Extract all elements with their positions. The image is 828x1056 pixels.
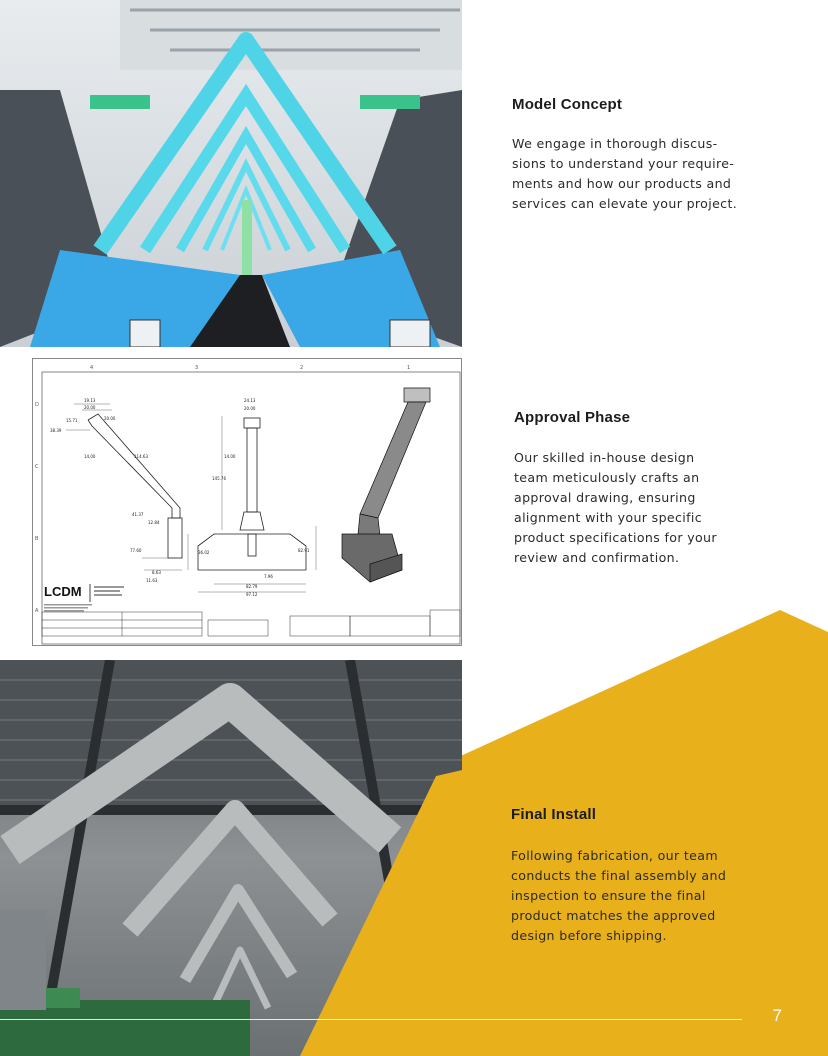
grid-top-label: 1 bbox=[407, 365, 411, 371]
text-line: product matches the approved bbox=[511, 908, 716, 923]
dimension-label: 11.63 bbox=[146, 578, 158, 583]
dimension-label: 14.00 bbox=[84, 454, 96, 459]
section-body-approval-phase bbox=[514, 448, 717, 568]
dimension-label: 97.12 bbox=[246, 592, 258, 597]
dimension-label: 15.71 bbox=[66, 418, 78, 423]
section-title-approval-phase: Approval Phase bbox=[514, 409, 631, 426]
text-line: team meticulously crafts an bbox=[514, 470, 700, 485]
text-line: conducts the final assembly and bbox=[511, 868, 727, 883]
dimension-label: 77.60 bbox=[130, 548, 142, 553]
dimension-label: 7.96 bbox=[264, 574, 273, 579]
text-line: review and confirmation. bbox=[514, 550, 680, 565]
dimension-label: 20.00 bbox=[244, 406, 256, 411]
dimension-label: 24.13 bbox=[244, 398, 256, 403]
text-line: Following fabrication, our team bbox=[511, 848, 718, 863]
grid-top-label: 2 bbox=[300, 365, 304, 371]
text-line: sions to understand your require- bbox=[512, 156, 735, 171]
grid-left-label: A bbox=[35, 608, 39, 614]
approval-drawing-image bbox=[32, 358, 462, 646]
text-line: ments and how our products and bbox=[512, 176, 732, 191]
text-line: Our skilled in-house design bbox=[514, 450, 695, 465]
dimension-label: 12.84 bbox=[148, 520, 160, 525]
dimension-label: 20.00 bbox=[84, 405, 96, 410]
dimension-label: 145.76 bbox=[212, 476, 226, 481]
grid-top-label: 4 bbox=[90, 365, 94, 371]
text-line: inspection to ensure the final bbox=[511, 888, 706, 903]
section-title-final-install: Final Install bbox=[511, 806, 597, 823]
company-logo: LCDM bbox=[44, 584, 82, 599]
page-number: 7 bbox=[772, 1006, 782, 1025]
grid-left-label: C bbox=[35, 464, 39, 470]
model-render-image bbox=[0, 0, 462, 347]
text-line: approval drawing, ensuring bbox=[514, 490, 696, 505]
dimension-label: 114.63 bbox=[134, 454, 148, 459]
text-line: We engage in thorough discus- bbox=[512, 136, 718, 151]
grid-left-label: D bbox=[35, 402, 39, 408]
text-line: product specifications for your bbox=[514, 530, 717, 545]
dimension-label: 82.91 bbox=[298, 548, 310, 553]
dimension-label: 41.37 bbox=[132, 512, 144, 517]
dimension-label: 8.63 bbox=[152, 570, 161, 575]
footer-rule bbox=[0, 1019, 742, 1020]
dimension-label: 14.00 bbox=[224, 454, 236, 459]
grid-top-label: 3 bbox=[195, 365, 199, 371]
dimension-label: 20.00 bbox=[104, 416, 116, 421]
text-line: alignment with your specific bbox=[514, 510, 703, 525]
text-line: services can elevate your project. bbox=[512, 196, 738, 211]
dimension-label: 82.79 bbox=[246, 584, 258, 589]
dimension-label: 36.02 bbox=[198, 550, 210, 555]
grid-left-label: B bbox=[35, 536, 39, 542]
section-body-model-concept bbox=[512, 134, 737, 214]
dimension-label: 19.13 bbox=[84, 398, 96, 403]
section-body-final-install bbox=[511, 846, 726, 946]
dimension-label: 38.39 bbox=[50, 428, 62, 433]
section-title-model-concept: Model Concept bbox=[512, 96, 623, 113]
text-line: design before shipping. bbox=[511, 928, 667, 943]
